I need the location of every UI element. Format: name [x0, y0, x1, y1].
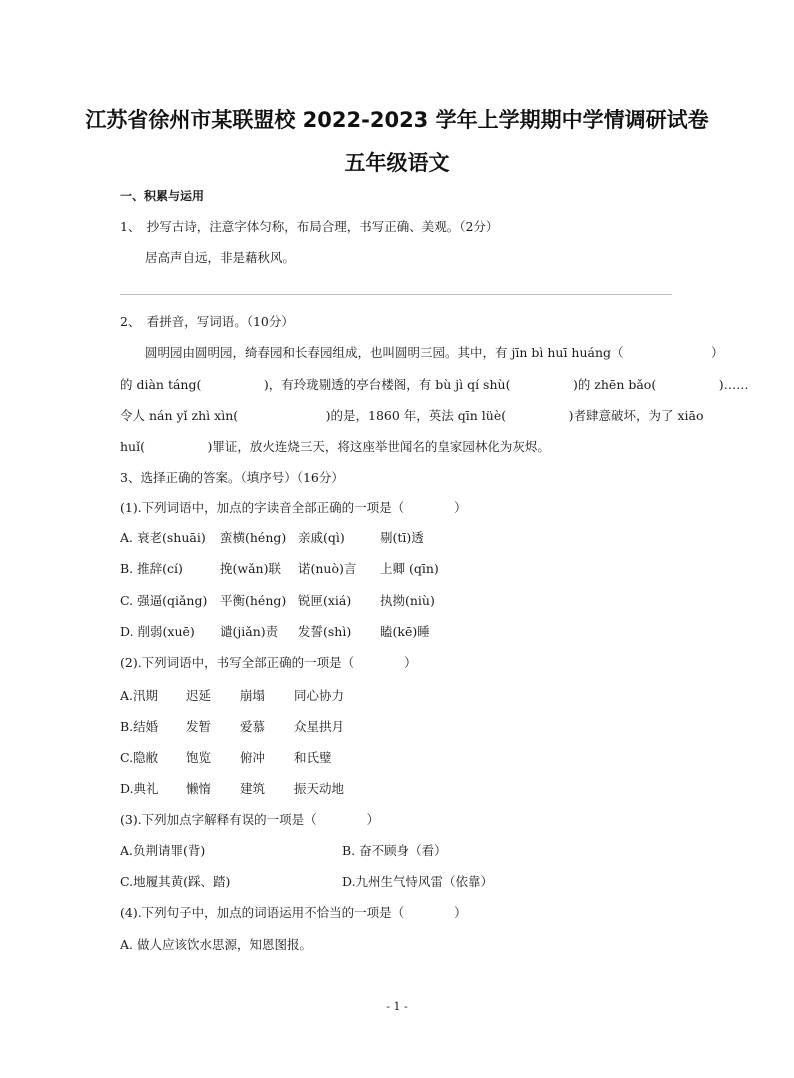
option-word: 诺(nuò)言 — [298, 561, 357, 576]
option-text: A.负荆请罪(背) — [120, 843, 206, 858]
q1-verse: 居高声自远，非是藉秋风。 — [145, 250, 296, 265]
option-word: 发暂 — [186, 719, 212, 734]
option-word: C. 强逼(qiǎng) — [120, 593, 208, 608]
q3-sub1-option-b — [120, 561, 439, 577]
exam-title: 江苏省徐州市某联盟校 2022-2023 学年上学期期中学情调研试卷 — [85, 108, 709, 132]
q2-passage-line: 令人 nán yǐ zhì xìn( )的是，1860 年，英法 qīn lüè( )者肆意破坏，为了 xiāo — [120, 408, 704, 423]
option-word: 同心协力 — [294, 688, 345, 703]
q3-sub4-stem: (4).下列句子中，加点的词语运用不恰当的一项是（ ） — [120, 905, 467, 920]
option-word: C.隐敝 — [120, 750, 159, 765]
section-heading: 一、积累与运用 — [120, 189, 205, 203]
q3-sub2-option-c — [120, 750, 332, 766]
option-word: 上卿 (qīn) — [380, 561, 439, 576]
q2-stem: 2、 看拼音，写词语。（10分） — [120, 314, 294, 329]
page-number: - 1 - — [386, 1000, 408, 1013]
option-word: 建筑 — [240, 781, 266, 796]
q3-sub1-option-c — [120, 593, 435, 609]
option-text: B. 奋不顾身（看） — [342, 843, 447, 858]
q3-sub3-stem: (3).下列加点字解释有误的一项是（ ） — [120, 812, 380, 827]
option-text: C.地履其黄(踩、踏) — [120, 874, 231, 889]
option-word: 懒惰 — [186, 781, 212, 796]
q3-stem: 3、选择正确的答案。（填序号）（16分） — [120, 470, 344, 485]
exam-subtitle: 五年级语文 — [344, 151, 450, 175]
option-word: 发誓(shì) — [298, 624, 352, 639]
option-word: B.结婚 — [120, 719, 159, 734]
q3-sub2-option-d — [120, 781, 344, 797]
answer-line — [120, 294, 672, 295]
q1-stem: 1、 抄写古诗，注意字体匀称，布局合理，书写正确、美观。（2分） — [120, 219, 499, 234]
q3-sub2-option-b — [120, 719, 344, 735]
q3-sub1-option-d — [120, 624, 430, 640]
option-word: 爱慕 — [240, 719, 266, 734]
option-word: 振天动地 — [294, 781, 345, 796]
option-word: D. 削弱(xuē) — [120, 624, 195, 639]
option-word: 亲戚(qì) — [298, 530, 345, 545]
q3-sub2-stem: (2).下列词语中，书写全部正确的一项是（ ） — [120, 655, 417, 670]
option-word: A.汛期 — [120, 688, 159, 703]
q3-sub1-stem: (1).下列词语中，加点的字读音全部正确的一项是（ ） — [120, 500, 467, 515]
option-word: 崩塌 — [240, 688, 266, 703]
option-word: 剔(tī)透 — [380, 530, 424, 545]
option-word: 蛮横(héng) — [220, 530, 287, 545]
q3-sub3-option-row — [120, 874, 493, 890]
q3-sub4-option-a: A. 做人应该饮水思源，知恩图报。 — [120, 937, 312, 952]
q2-passage-line: 圆明园由圆明园，绮春园和长春园组成，也叫圆明三园。其中，有 jīn bì huī huáng（ ） — [145, 345, 724, 360]
q2-passage-line: 的 diàn táng( )，有玲珑剔透的亭台楼阁，有 bù jì qí shù( )的 zhēn bǎo( )…… — [120, 377, 749, 392]
option-word: 谴(jiǎn)责 — [220, 624, 279, 639]
q2-passage-line: huǐ( )罪证，放火连烧三天，将这座举世闻名的皇家园林化为灰烬。 — [120, 439, 550, 454]
q3-sub3-option-row — [120, 843, 447, 859]
option-word: 和氏璧 — [294, 750, 332, 765]
option-word: 平衡(héng) — [220, 593, 287, 608]
option-text: D.九州生气恃风雷（依靠） — [342, 874, 494, 889]
option-word: D.典礼 — [120, 781, 159, 796]
option-word: 俯冲 — [240, 750, 266, 765]
q3-sub1-option-a — [120, 530, 424, 546]
option-word: A. 衰老(shuāi) — [120, 530, 206, 545]
q3-sub2-option-a — [120, 688, 344, 704]
option-word: 瞌(kē)睡 — [380, 624, 430, 639]
option-word: 迟延 — [186, 688, 212, 703]
option-word: B. 推辞(cí) — [120, 561, 183, 576]
option-word: 挽(wǎn)联 — [220, 561, 281, 576]
option-word: 饱览 — [186, 750, 212, 765]
option-word: 众星拱月 — [294, 719, 345, 734]
option-word: 锐匣(xiá) — [298, 593, 352, 608]
option-word: 执拗(niù) — [380, 593, 435, 608]
